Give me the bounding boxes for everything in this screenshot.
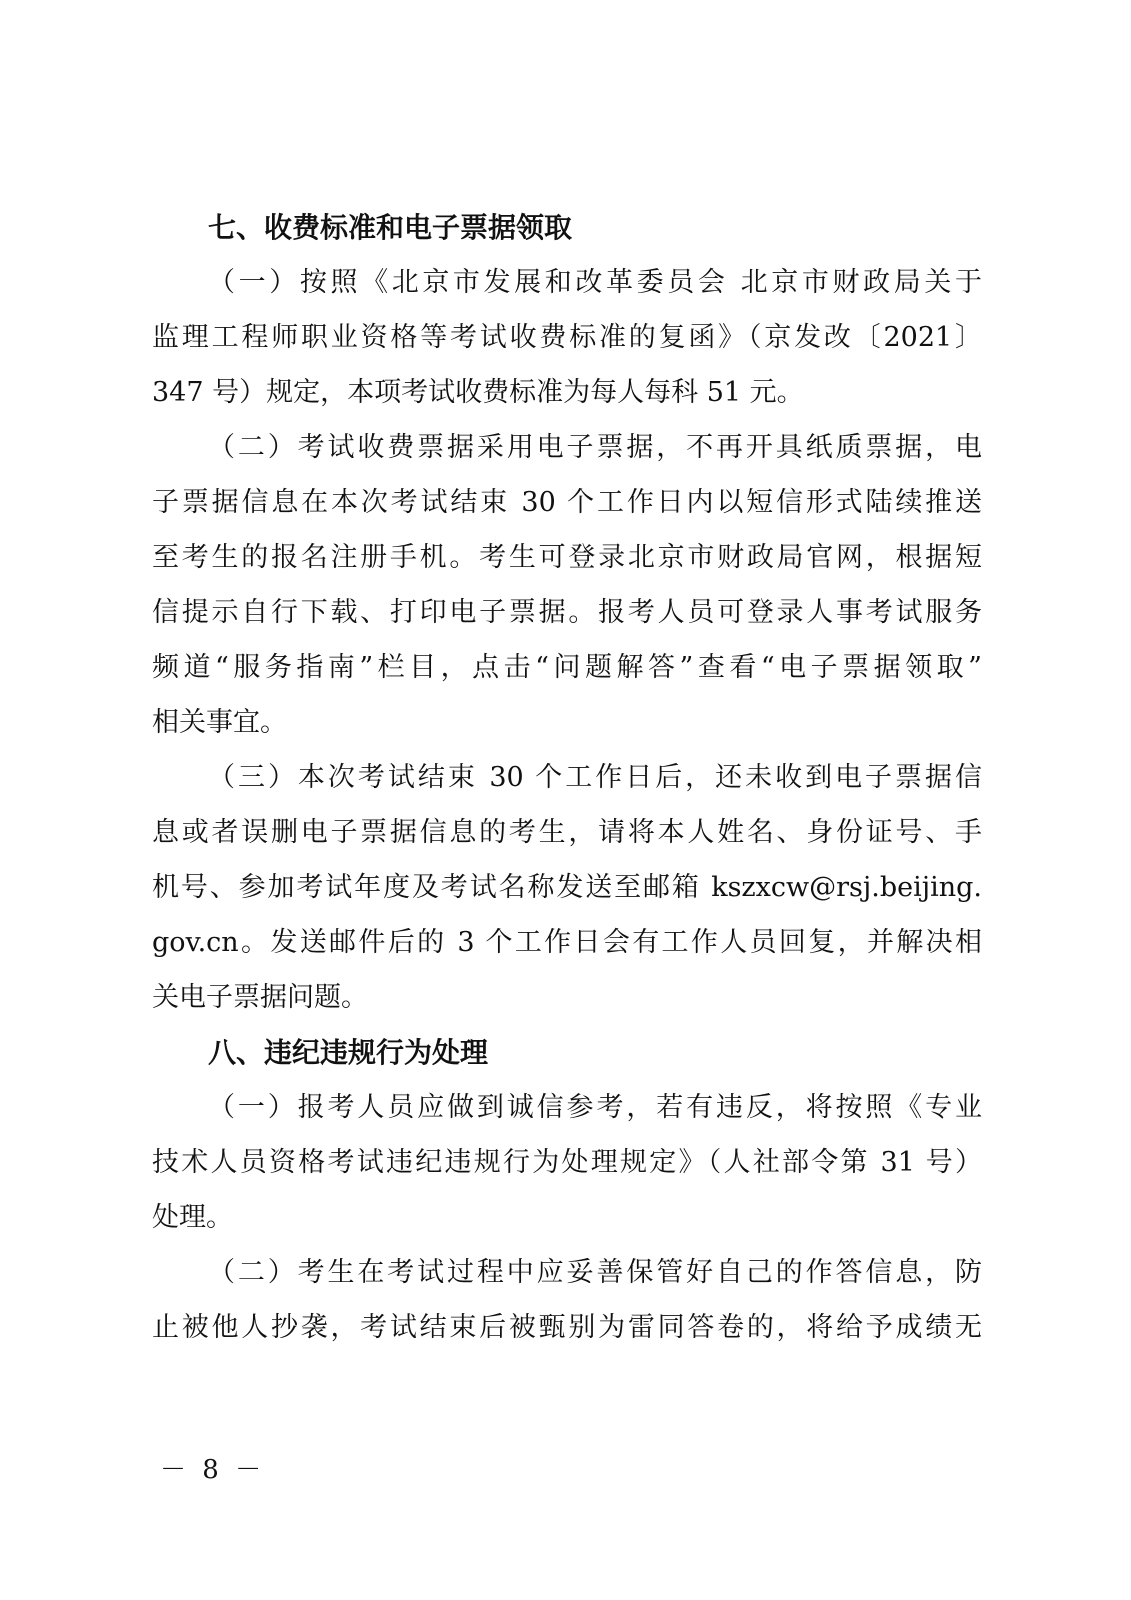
section-8-p2-line-2: 止被他人抄袭，考试结束后被甄别为雷同答卷的，将给予成绩无 <box>152 1312 982 1343</box>
section-7-p2-line-4: 信提示自行下载、打印电子票据。报考人员可登录人事考试服务 <box>152 597 982 628</box>
section-8-p1-line-3: 处理。 <box>152 1202 233 1233</box>
section-7-p2-line-5: 频道“服务指南”栏目，点击“问题解答”查看“电子票据领取” <box>152 652 982 683</box>
section-7-heading: 七、收费标准和电子票据领取 <box>208 211 573 244</box>
page-number: － 8 － <box>160 1455 266 1485</box>
section-7-p2-line-6: 相关事宜。 <box>152 707 287 738</box>
section-7-p2-line-2: 子票据信息在本次考试结束 30 个工作日内以短信形式陆续推送 <box>152 487 982 518</box>
section-7-p1-line-3: 347 号）规定，本项考试收费标准为每人每科 51 元。 <box>152 377 804 408</box>
section-7-p2-line-1: （二）考试收费票据采用电子票据，不再开具纸质票据，电 <box>208 432 982 463</box>
section-8-p1-line-1: （一）报考人员应做到诚信参考，若有违反，将按照《专业 <box>208 1092 982 1123</box>
section-7-p3-line-4: gov.cn。发送邮件后的 3 个工作日会有工作人员回复，并解决相 <box>152 927 982 958</box>
section-7-p3-line-2: 息或者误删电子票据信息的考生，请将本人姓名、身份证号、手 <box>152 817 982 848</box>
section-7-p1-line-1: （一）按照《北京市发展和改革委员会 北京市财政局关于 <box>208 267 982 298</box>
section-7-p3-line-5: 关电子票据问题。 <box>152 982 368 1013</box>
section-7-p2-line-3: 至考生的报名注册手机。考生可登录北京市财政局官网，根据短 <box>152 542 982 573</box>
section-7-p1-line-2: 监理工程师职业资格等考试收费标准的复函》（京发改〔2021〕 <box>152 322 982 353</box>
section-8-p1-line-2: 技术人员资格考试违纪违规行为处理规定》（人社部令第 31 号） <box>152 1147 982 1178</box>
section-8-heading: 八、违纪违规行为处理 <box>208 1036 489 1069</box>
section-7-p3-line-3: 机号、参加考试年度及考试名称发送至邮箱 kszxcw@rsj.beijing. <box>152 872 982 903</box>
section-7-p3-line-1: （三）本次考试结束 30 个工作日后，还未收到电子票据信 <box>208 762 982 793</box>
section-8-p2-line-1: （二）考生在考试过程中应妥善保管好自己的作答信息，防 <box>208 1257 982 1288</box>
